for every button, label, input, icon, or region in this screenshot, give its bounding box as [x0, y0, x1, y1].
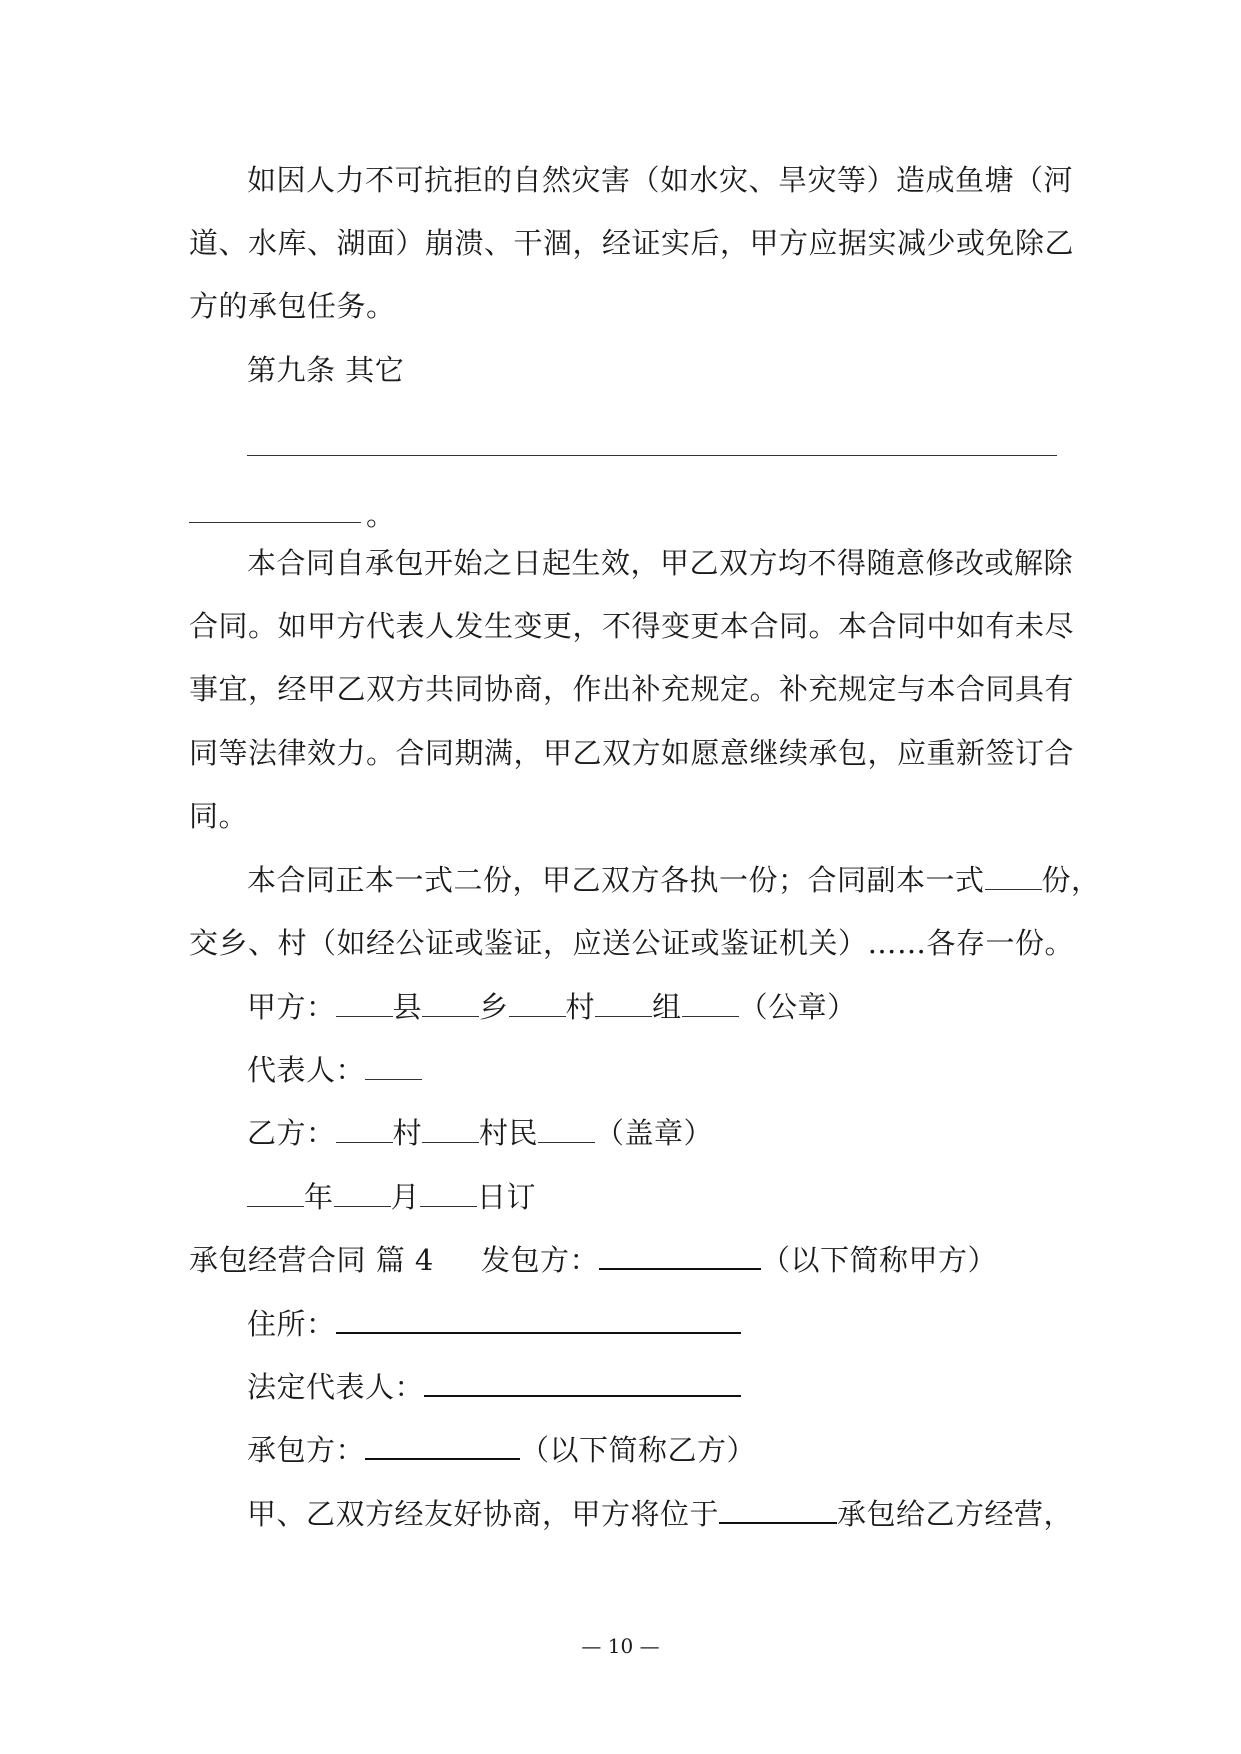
paragraph-line: 交乡、村（如经公证或鉴证，应送公证或鉴证机关）……各存一份。	[189, 926, 1075, 960]
blank-field	[424, 1373, 741, 1397]
article-heading: 第九条 其它	[247, 353, 405, 387]
year-label: 年	[304, 1180, 334, 1214]
party-a-line	[247, 987, 857, 1027]
party-a-label: 甲方：	[247, 990, 336, 1024]
seal-label: （公章）	[738, 990, 857, 1024]
paragraph-line: 如因人力不可抗拒的自然灾害（如水灾、旱灾等）造成鱼塘（河	[247, 163, 1074, 197]
contractor-line	[247, 1430, 756, 1470]
blank-field	[365, 1057, 422, 1080]
contractor-label: 承包方：	[247, 1433, 366, 1467]
villager-label: 村民	[479, 1116, 539, 1150]
blank-field	[336, 994, 393, 1017]
blank-field	[719, 1500, 837, 1524]
blank-field	[422, 1120, 479, 1143]
text-segment: 本合同正本一式二份，甲乙双方各执一份；合同副本一式	[247, 863, 985, 897]
line-terminator: 。	[366, 498, 396, 532]
legal-rep-line	[247, 1367, 741, 1407]
county-label: 县	[392, 990, 423, 1024]
fill-in-line	[189, 522, 361, 523]
blank-field	[336, 1120, 393, 1143]
legal-rep-label: 法定代表人：	[247, 1370, 425, 1404]
blank-field	[595, 994, 652, 1017]
text-segment: 份，	[1041, 863, 1101, 897]
blank-field	[247, 1184, 304, 1207]
blank-field	[599, 1246, 761, 1270]
blank-field	[334, 1184, 391, 1207]
address-label: 住所：	[247, 1307, 336, 1341]
group-label: 组	[652, 990, 682, 1024]
fill-in-line	[247, 455, 1057, 456]
paragraph-line: 同等法律效力。合同期满，甲乙双方如愿意继续承包，应重新签订合	[189, 736, 1075, 770]
village-label: 村	[565, 990, 596, 1024]
paragraph-line: 同。	[189, 799, 249, 833]
representative-line	[247, 1050, 422, 1090]
paragraph-line: 本合同自承包开始之日起生效，甲乙双方均不得随意修改或解除	[247, 546, 1074, 580]
blank-field	[420, 1184, 477, 1207]
contractor-note: （以下简称乙方）	[520, 1433, 757, 1467]
blank-field	[985, 867, 1042, 890]
party-b-line	[247, 1113, 713, 1153]
text-segment: 承包给乙方经营，	[837, 1497, 1074, 1531]
contract-heading-line	[189, 1240, 997, 1280]
blank-field	[336, 1310, 741, 1334]
page-number: — 10 —	[581, 1634, 660, 1658]
address-line	[247, 1304, 741, 1344]
date-line	[247, 1177, 536, 1217]
paragraph-line: 道、水库、湖面）崩溃、干涸，经证实后，甲方应据实减少或免除乙	[189, 226, 1075, 260]
village-label: 村	[392, 1116, 423, 1150]
blank-field	[509, 994, 566, 1017]
text-segment: 甲、乙双方经友好协商，甲方将位于	[247, 1497, 720, 1531]
paragraph-line	[247, 860, 1101, 900]
blank-field	[682, 994, 739, 1017]
issuer-label: 发包方：	[481, 1243, 600, 1277]
township-label: 乡	[479, 990, 509, 1024]
month-label: 月	[390, 1180, 421, 1214]
blank-field	[538, 1120, 595, 1143]
paragraph-line: 方的承包任务。	[189, 289, 396, 323]
party-b-label: 乙方：	[247, 1116, 336, 1150]
day-label: 日订	[477, 1180, 537, 1214]
seal-label: （盖章）	[595, 1116, 714, 1150]
contract-title: 承包经营合同 篇 4	[189, 1243, 434, 1277]
blank-field	[365, 1436, 520, 1460]
blank-field	[422, 994, 479, 1017]
paragraph-line: 事宜，经甲乙双方共同协商，作出补充规定。补充规定与本合同具有	[189, 672, 1075, 706]
paragraph-line: 合同。如甲方代表人发生变更，不得变更本合同。本合同中如有未尽	[189, 609, 1075, 643]
representative-label: 代表人：	[247, 1053, 366, 1087]
issuer-note: （以下简称甲方）	[761, 1243, 998, 1277]
paragraph-line	[247, 1494, 1073, 1534]
